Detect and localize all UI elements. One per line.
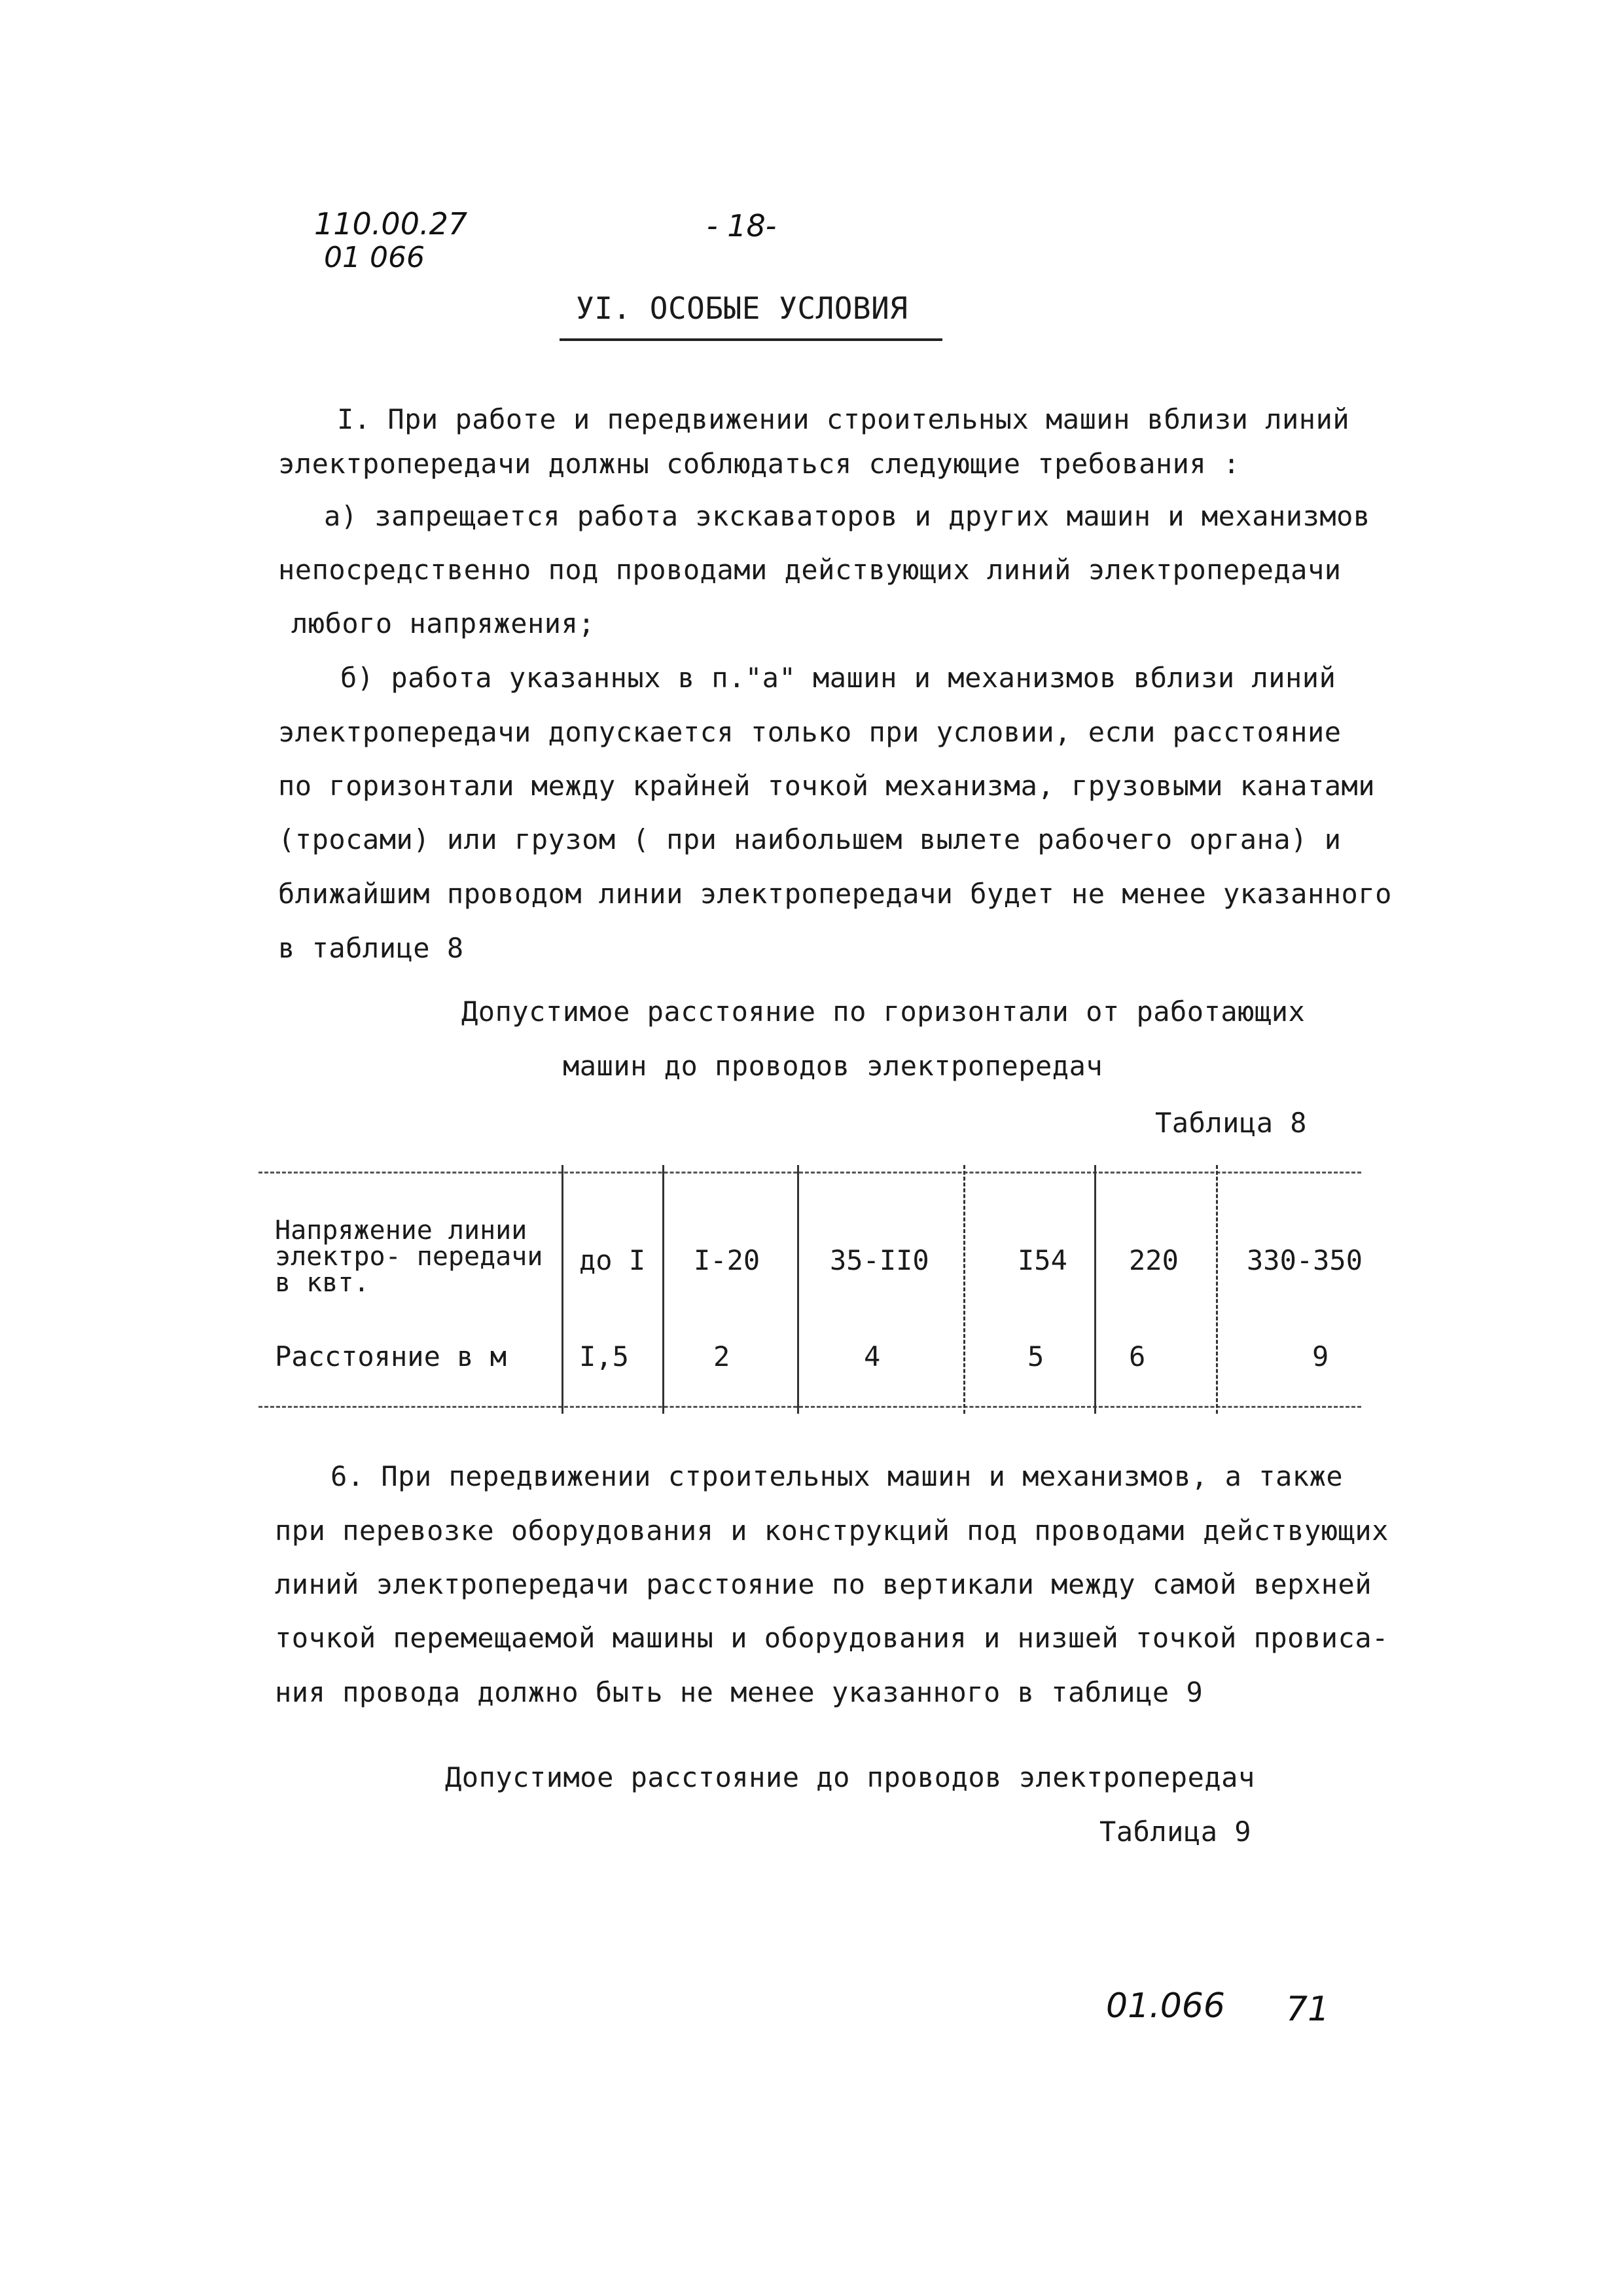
table-column-divider: [1216, 1165, 1218, 1414]
table-cell: I-20: [694, 1244, 760, 1276]
page-number: - 18-: [707, 208, 777, 243]
table8-caption: машин до проводов электропередач: [563, 1050, 1103, 1082]
table-row-header: Расстояние в м: [275, 1340, 507, 1372]
table-cell: 330-350: [1247, 1244, 1363, 1276]
table-bottom-rule: [259, 1406, 1361, 1408]
heading-underline: [560, 338, 942, 341]
paragraph-line: б) работа указанных в п."а" машин и механизмов вблизи линий: [340, 662, 1336, 694]
table9-caption: Допустимое расстояние до проводов электропередач: [445, 1761, 1255, 1793]
paragraph-line: ближайшим проводом линии электропередачи будет не менее указанного: [278, 878, 1392, 910]
handwritten-footer-code: 01.066: [1106, 1986, 1225, 2026]
paragraph-line: а) запрещается работа экскаваторов и других машин и механизмов: [324, 500, 1370, 532]
table-cell: 5: [1027, 1340, 1044, 1372]
table-cell: 220: [1129, 1244, 1179, 1276]
table-column-divider: [963, 1165, 965, 1414]
paragraph-line: непосредственно под проводами действующих линий электропередачи: [278, 554, 1342, 586]
paragraph-line: любого напряжения;: [291, 607, 596, 639]
paragraph-line: I. При работе и передвижении строительных машин вблизи линий: [337, 403, 1350, 435]
paragraph-line: ния провода должно быть не менее указанного в таблице 9: [275, 1676, 1204, 1708]
paragraph-line: электропередачи допускается только при условии, если расстояние: [278, 716, 1342, 748]
handwritten-document-code: 110.00.27: [314, 206, 468, 242]
handwritten-footer-number: 71: [1286, 1990, 1330, 2029]
table-cell: I,5: [579, 1340, 629, 1372]
paragraph-line: линий электропередачи расстояние по вертикали между самой верхней: [275, 1568, 1372, 1600]
table-cell: 35-II0: [830, 1244, 929, 1276]
paragraph-line: в таблице 8: [278, 932, 464, 964]
table-column-divider: [797, 1165, 799, 1414]
paragraph-line: электропередачи должны соблюдаться следующие требования :: [278, 448, 1240, 480]
table-cell: 6: [1129, 1340, 1146, 1372]
table-top-rule: [259, 1172, 1361, 1174]
handwritten-series-code: 01 066: [324, 241, 425, 274]
table-column-divider: [562, 1165, 563, 1414]
table-cell: до I: [579, 1244, 646, 1276]
table9-label: Таблица 9: [1099, 1816, 1252, 1848]
section-heading: УI. ОСОБЫЕ УСЛОВИЯ: [576, 291, 908, 326]
table-row-header: Напряжение линии электро- передачи в квт.: [275, 1215, 543, 1298]
table8-caption: Допустимое расстояние по горизонтали от работающих: [461, 996, 1306, 1028]
paragraph-line: 6. При передвижении строительных машин и механизмов, а также: [330, 1460, 1344, 1492]
paragraph-line: точкой перемещаемой машины и оборудования и низшей точкой провиса-: [275, 1622, 1389, 1654]
table-cell: I54: [1018, 1244, 1067, 1276]
paragraph-line: (тросами) или грузом ( при наибольшем вылете рабочего органа) и: [278, 823, 1342, 855]
table8-label: Таблица 8: [1155, 1107, 1308, 1139]
paragraph-line: при перевозке оборудования и конструкций под проводами действующих: [275, 1515, 1389, 1547]
table-column-divider: [662, 1165, 664, 1414]
table-cell: 9: [1312, 1340, 1329, 1372]
paragraph-line: по горизонтали между крайней точкой механизма, грузовыми канатами: [278, 770, 1376, 802]
table-column-divider: [1094, 1165, 1096, 1414]
table-cell: 4: [864, 1340, 881, 1372]
table-cell: 2: [713, 1340, 730, 1372]
